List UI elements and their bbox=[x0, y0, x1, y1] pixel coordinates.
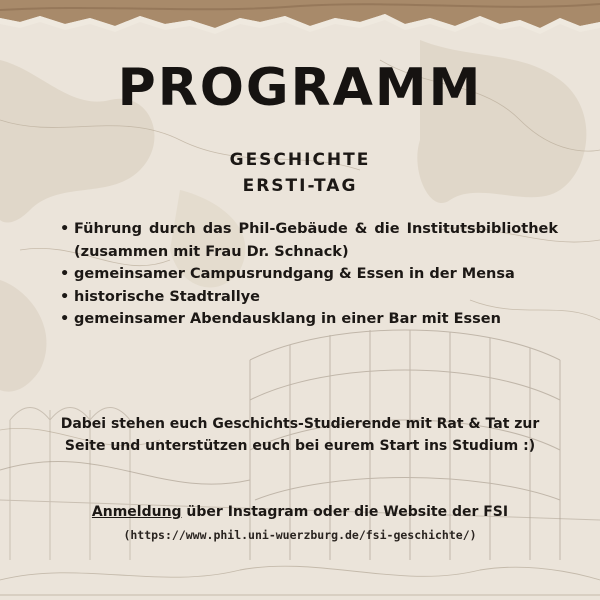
bullet-icon: • bbox=[60, 311, 70, 327]
list-item bbox=[60, 286, 558, 309]
list-item-text: Führung durch das Phil-Gebäude & die Institutsbibliothek (zusammen mit Frau Dr. Schnack) bbox=[74, 221, 558, 260]
subtitle-line-1: GESCHICHTE bbox=[229, 150, 371, 170]
program-list bbox=[60, 218, 558, 331]
bullet-icon: • bbox=[60, 266, 70, 282]
registration-line bbox=[0, 504, 600, 520]
list-item bbox=[60, 308, 558, 331]
info-paragraph: Dabei stehen euch Geschichts-Studierende mit Rat & Tat zur Seite und unterstützen euch bei eurem Start ins Studium :) bbox=[60, 416, 540, 454]
list-item-text: gemeinsamer Abendausklang in einer Bar mit Essen bbox=[74, 311, 501, 327]
list-item-text: historische Stadtrallye bbox=[74, 288, 261, 305]
registration-label: Anmeldung bbox=[91, 504, 182, 520]
page-title: PROGRAMM bbox=[117, 58, 483, 118]
list-item-text: gemeinsamer Campusrundgang & Essen in der Mensa bbox=[74, 266, 515, 282]
bullet-icon: • bbox=[60, 288, 70, 305]
website-url[interactable]: (https://www.phil.uni-wuerzburg.de/fsi-geschichte/) bbox=[123, 528, 477, 542]
subtitle-line-2: ERSTI-TAG bbox=[242, 176, 358, 196]
list-item bbox=[60, 218, 558, 263]
registration-text: über Instagram oder die Website der FSI bbox=[181, 504, 509, 520]
list-item bbox=[60, 263, 558, 286]
bullet-icon: • bbox=[60, 221, 70, 237]
